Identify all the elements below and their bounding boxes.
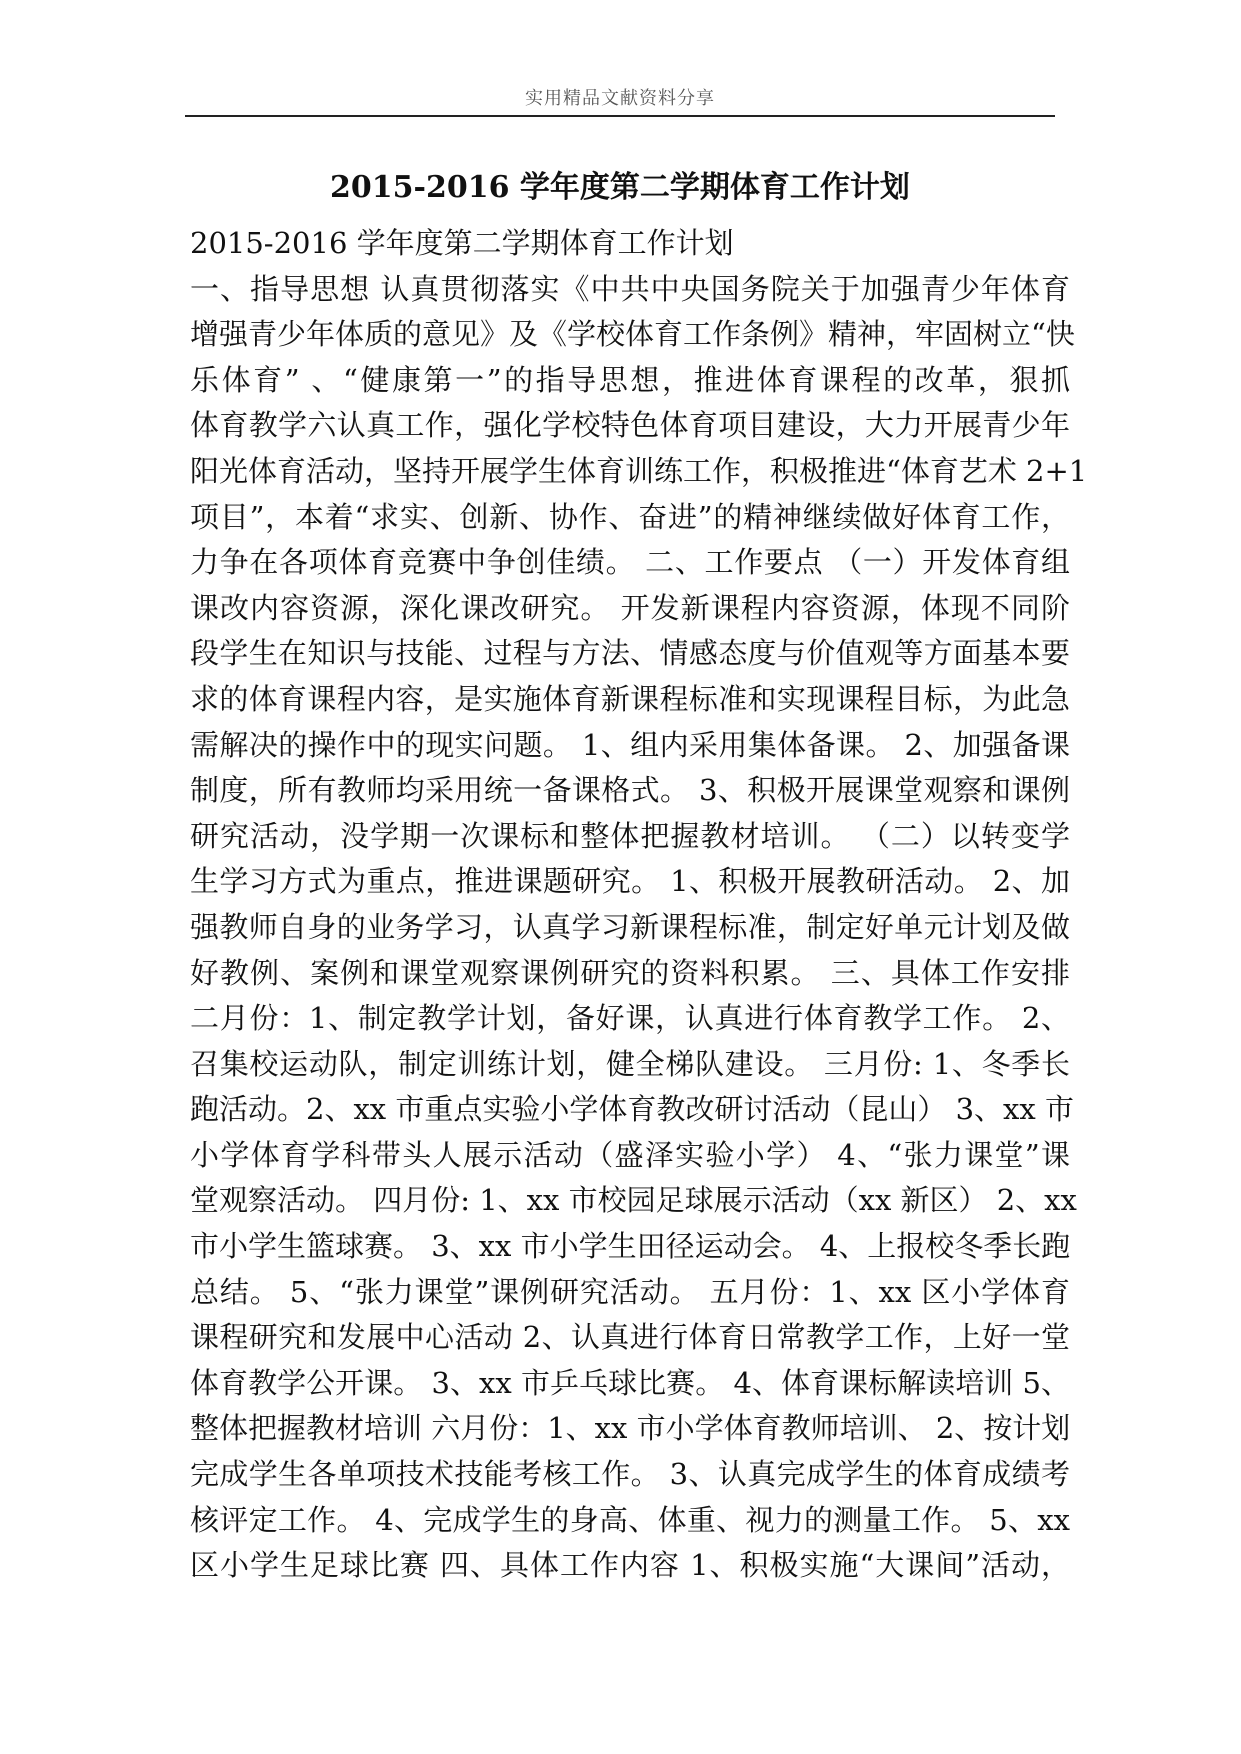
body-line: 增强青少年体质的意见》及《学校体育工作条例》精神，牢固树立“快 xyxy=(190,317,1075,352)
body-line: 整体把握教材培训 六月份：1、xx 市小学体育教师培训、 2、按计划 xyxy=(190,1411,1071,1446)
document-body xyxy=(190,221,1088,1589)
body-line: 二月份：1、制定教学计划，备好课，认真进行体育教学工作。 2、 xyxy=(190,1001,1070,1036)
body-line: 体育教学六认真工作，强化学校特色体育项目建设，大力开展青少年 xyxy=(190,408,1070,443)
body-line: 需解决的操作中的现实问题。 1、组内采用集体备课。 2、加强备课 xyxy=(190,727,1070,762)
body-line: 区小学生足球比赛 四、具体工作内容 1、积极实施“大课间”活动， xyxy=(190,1548,1070,1583)
body-line: 力争在各项体育竞赛中争创佳绩。 二、工作要点 （一）开发体育组 xyxy=(190,545,1070,580)
body-line: 完成学生各单项技术技能考核工作。 3、认真完成学生的体育成绩考 xyxy=(190,1457,1070,1492)
body-line: 生学习方式为重点，推进课题研究。 1、积极开展教研活动。 2、加 xyxy=(190,864,1070,899)
body-line: 核评定工作。 4、完成学生的身高、体重、视力的测量工作。 5、xx xyxy=(190,1502,1070,1537)
body-line: 好教例、案例和课堂观察课例研究的资料积累。 三、具体工作安排 xyxy=(190,955,1070,990)
body-line: 跑活动。2、xx 市重点实验小学体育教改研讨活动（昆山） 3、xx 市 xyxy=(190,1092,1074,1127)
body-line: 召集校运动队，制定训练计划，健全梯队建设。 三月份: 1、冬季长 xyxy=(190,1046,1070,1081)
body-line: 市小学生篮球赛。 3、xx 市小学生田径运动会。 4、上报校冬季长跑 xyxy=(190,1229,1071,1264)
body-line: 强教师自身的业务学习，认真学习新课程标准，制定好单元计划及做 xyxy=(190,909,1070,944)
body-line: 总结。 5、“张力课堂”课例研究活动。 五月份：1、xx 区小学体育 xyxy=(190,1274,1070,1309)
body-line: 一、指导思想 认真贯彻落实《中共中央国务院关于加强青少年体育 xyxy=(190,271,1070,306)
body-line: 2015-2016 学年度第二学期体育工作计划 xyxy=(190,226,734,260)
body-line: 研究活动，没学期一次课标和整体把握教材培训。 （二）以转变学 xyxy=(190,818,1070,853)
body-line: 课程研究和发展中心活动 2、认真进行体育日常教学工作，上好一堂 xyxy=(190,1320,1070,1355)
body-line: 项目”，本着“求实、创新、协作、奋进”的精神继续做好体育工作， xyxy=(190,499,1070,534)
body-line: 堂观察活动。 四月份: 1、xx 市校园足球展示活动（xx 新区） 2、xx xyxy=(190,1183,1077,1218)
body-line: 乐体育” 、“健康第一”的指导思想，推进体育课程的改革，狠抓 xyxy=(190,362,1070,397)
body-line: 求的体育课程内容，是实施体育新课程标准和实现课程目标，为此急 xyxy=(190,681,1070,716)
header-rule xyxy=(185,115,1055,117)
body-line: 体育教学公开课。 3、xx 市乒乓球比赛。 4、体育课标解读培训 5、 xyxy=(190,1365,1070,1400)
body-line: 段学生在知识与技能、过程与方法、情感态度与价值观等方面基本要 xyxy=(190,636,1070,671)
body-line: 制度，所有教师均采用统一备课格式。 3、积极开展课堂观察和课例 xyxy=(190,773,1070,808)
page-header: 实用精品文献资料分享 xyxy=(525,88,715,109)
document-title: 2015-2016 学年度第二学期体育工作计划 xyxy=(330,170,910,205)
body-line: 阳光体育活动，坚持开展学生体育训练工作，积极推进“体育艺术 2+1 xyxy=(190,453,1088,488)
body-line: 课改内容资源，深化课改研究。 开发新课程内容资源，体现不同阶 xyxy=(190,590,1070,625)
body-line: 小学体育学科带头人展示活动（盛泽实验小学） 4、“张力课堂”课 xyxy=(190,1137,1070,1172)
